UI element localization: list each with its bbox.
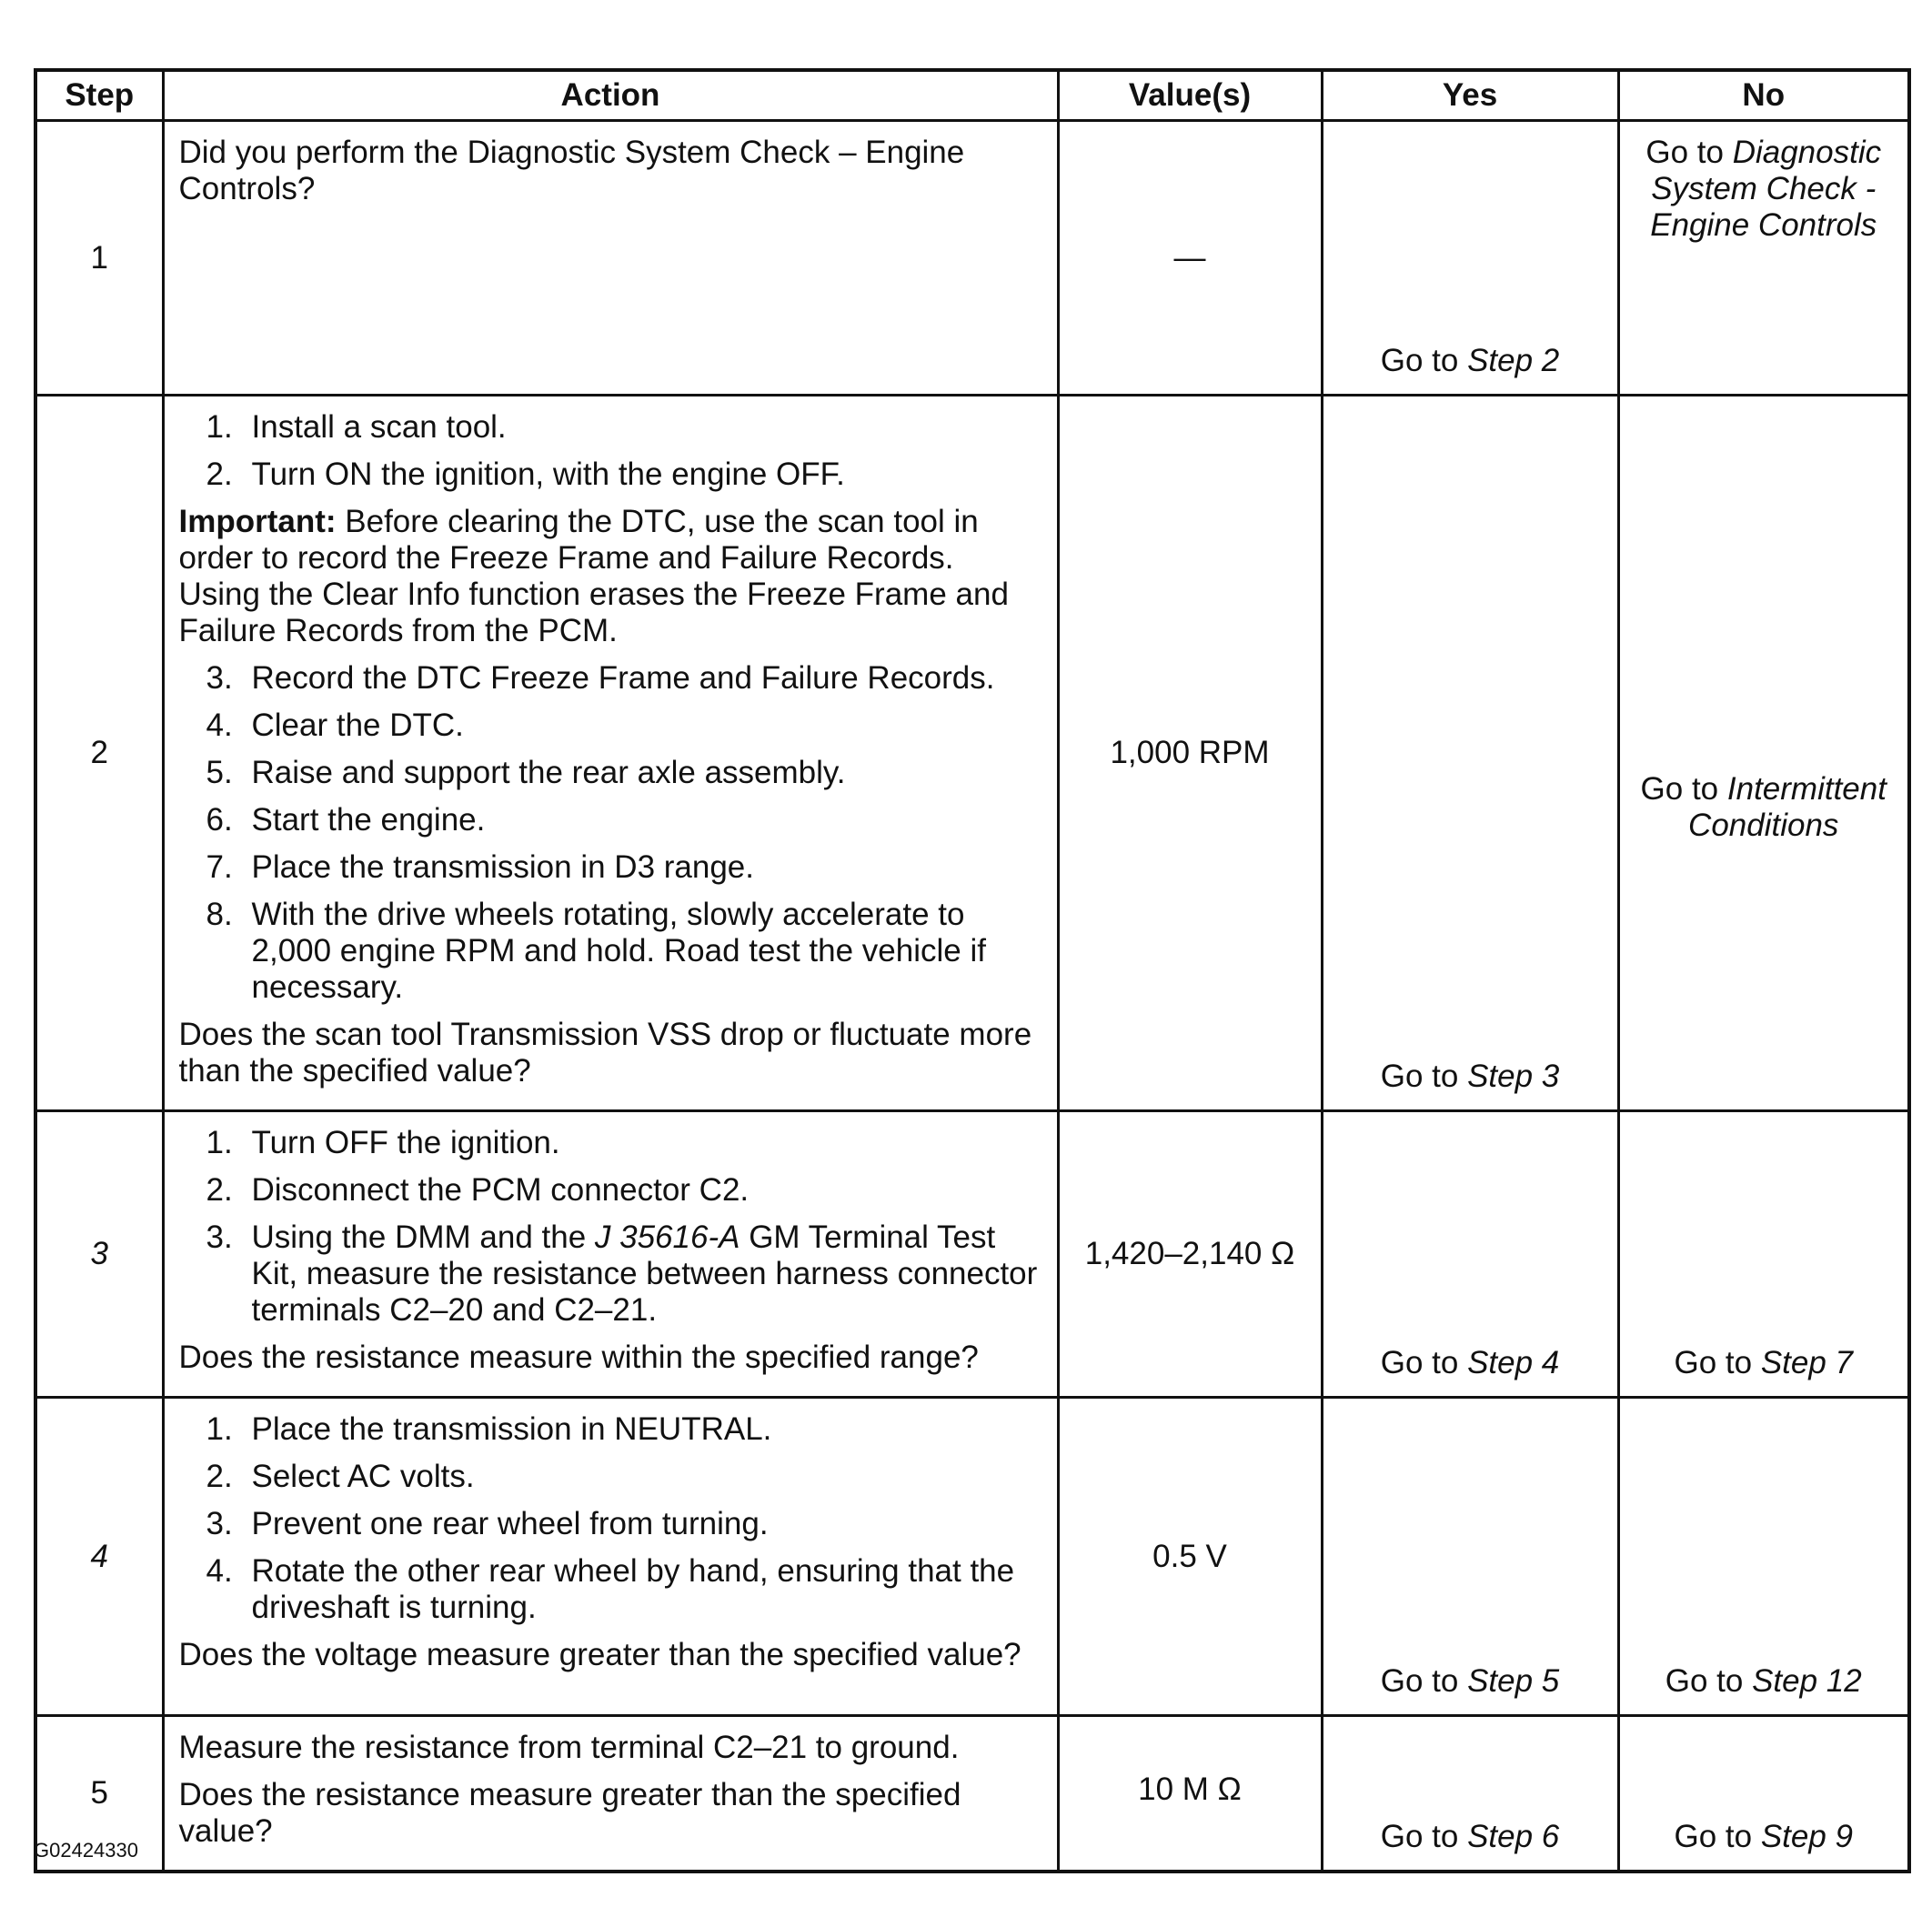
list-item: 8. With the drive wheels rotating, slowly accelerate to 2,000 engine RPM and hold. Road test the vehicle if necessary. [206,897,986,1005]
step-number: 5 [35,1716,163,1872]
step-list [179,409,1042,493]
step-list [179,660,1042,1006]
action-cell [163,1398,1058,1716]
header-row [35,70,1909,121]
action-text: Did you perform the Diagnostic System Check – Engine Controls? [178,135,965,206]
action-cell [163,1111,1058,1398]
yes-cell [1322,1111,1618,1398]
list-item: 3. Record the DTC Freeze Frame and Failure Records. [206,660,995,696]
step-list [179,1411,1042,1626]
list-item: 1. Place the transmission in NEUTRAL. [206,1411,772,1447]
list-item: 1. Turn OFF the ignition. [206,1125,560,1160]
no-cell [1618,396,1909,1111]
important-note: Important: Before clearing the DTC, use the scan tool in order to record the Freeze Frame and Failure Records. Using the Clear Info function erases the Freeze Frame and Failure Records from the PCM. [178,504,1009,648]
list-item: 1. Install a scan tool. [206,409,507,445]
step-number: 4 [35,1398,163,1716]
list-item: 3. Prevent one rear wheel from turning. [206,1506,769,1541]
step-number: 2 [35,396,163,1111]
no-cell [1618,1111,1909,1398]
list-item: 5. Raise and support the rear axle assembly. [206,755,846,790]
yes-cell [1322,121,1618,396]
list-item: 4. Clear the DTC. [206,708,464,743]
value-cell: 0.5 V [1058,1398,1322,1716]
no-cell [1618,1398,1909,1716]
yes-link[interactable]: Go to Step 4 [1380,1345,1560,1380]
no-link[interactable]: Go to Step 7 [1674,1345,1854,1380]
yes-cell [1322,1398,1618,1716]
no-link[interactable]: Go to Intermittent Conditions [1640,771,1887,843]
action-cell [163,1716,1058,1872]
header-values: Value(s) [1058,70,1322,121]
yes-link[interactable]: Go to Step 3 [1380,1059,1560,1094]
table-row-step-4 [35,1398,1909,1716]
list-item: 4. Rotate the other rear wheel by hand, ensuring that the driveshaft is turning. [206,1553,1015,1625]
table-row-step-1 [35,121,1909,396]
action-cell [163,396,1058,1111]
action-question: Does the voltage measure greater than the specified value? [178,1637,1021,1672]
no-link[interactable]: Go to Step 12 [1665,1663,1862,1699]
yes-link[interactable]: Go to Step 2 [1380,343,1560,378]
action-question: Does the scan tool Transmission VSS drop or fluctuate more than the specified value? [178,1017,1032,1089]
action-question: Does the resistance measure within the specified range? [178,1340,979,1375]
table-row-step-3 [35,1111,1909,1398]
list-item: 2. Select AC volts. [206,1459,475,1494]
step-list [179,1125,1042,1329]
value-cell: 1,420–2,140 Ω [1058,1111,1322,1398]
value-cell: 10 M Ω [1058,1716,1322,1872]
list-item: 6. Start the engine. [206,802,486,838]
diagnostic-table [34,68,1911,1873]
figure-id: G02424330 [34,1839,138,1862]
step-number: 3 [35,1111,163,1398]
step-number: 1 [35,121,163,396]
value-cell: — [1058,121,1322,396]
table-row-step-5 [35,1716,1909,1872]
no-link[interactable]: Go to Diagnostic System Check - Engine Controls [1645,135,1882,243]
list-item: 2. Turn ON the ignition, with the engine OFF. [206,457,845,492]
action-text: Measure the resistance from terminal C2–21 to ground. [178,1730,960,1765]
list-item: 3. Using the DMM and the J 35616-A GM Terminal Test Kit, measure the resistance between harness connector terminals C2–20 and C2–21. [206,1219,1038,1328]
table-row-step-2 [35,396,1909,1111]
no-cell [1618,1716,1909,1872]
yes-cell [1322,396,1618,1111]
yes-cell [1322,1716,1618,1872]
header-step: Step [35,70,163,121]
no-cell [1618,121,1909,396]
no-link[interactable]: Go to Step 9 [1674,1819,1854,1854]
list-item: 7. Place the transmission in D3 range. [206,849,754,885]
yes-link[interactable]: Go to Step 5 [1380,1663,1560,1699]
value-cell: 1,000 RPM [1058,396,1322,1111]
yes-link[interactable]: Go to Step 6 [1380,1819,1560,1854]
action-cell [163,121,1058,396]
header-no: No [1618,70,1909,121]
header-yes: Yes [1322,70,1618,121]
header-action: Action [163,70,1058,121]
list-item: 2. Disconnect the PCM connector C2. [206,1172,750,1208]
action-question: Does the resistance measure greater than the specified value? [178,1777,961,1849]
